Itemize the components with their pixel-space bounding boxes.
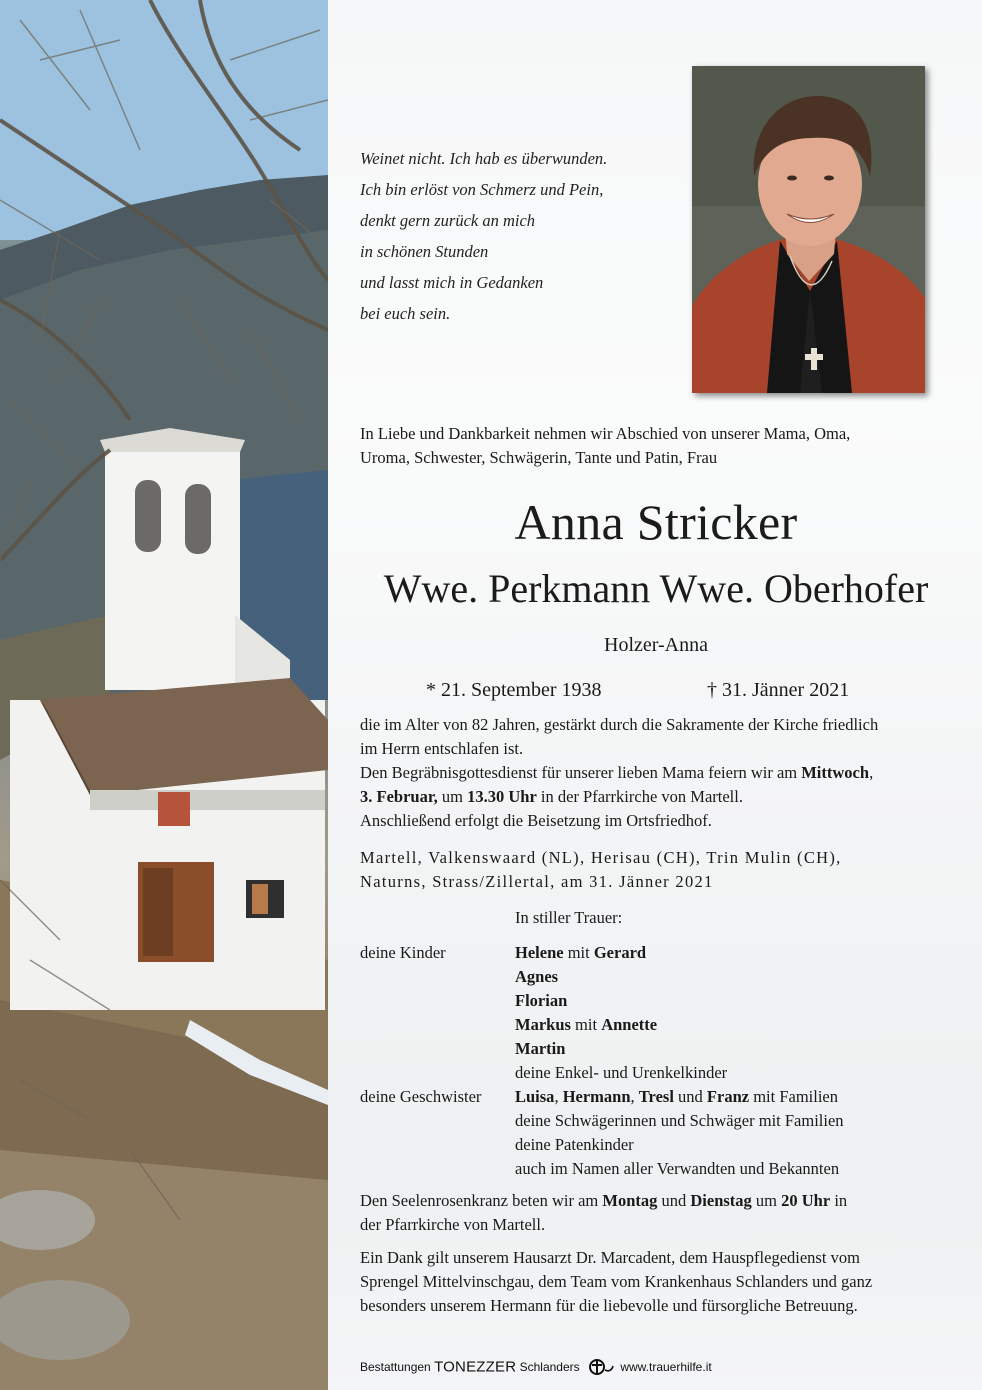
notice-line: 3. Februar, um 13.30 Uhr in der Pfarrkirche von Martell. <box>360 787 743 806</box>
list-item: Luisa, Hermann, Tresl und Franz mit Familien <box>515 1087 838 1106</box>
rosary-text <box>360 1189 950 1237</box>
thanks-line: Ein Dank gilt unserem Hausarzt Dr. Marcadent, dem Hauspflegedienst vom <box>360 1248 860 1267</box>
list-item: deine Patenkinder <box>515 1135 634 1154</box>
funeral-home-brand: TONEZZER <box>434 1358 517 1376</box>
nickname: Holzer-Anna <box>604 634 708 656</box>
poem-line: Ich bin erlöst von Schmerz und Pein, <box>360 180 604 199</box>
thanks-line: Sprengel Mittelvinschgau, dem Team vom Krankenhaus Schlanders und ganz <box>360 1272 873 1291</box>
poem-line: denkt gern zurück an mich <box>360 211 536 230</box>
places-and-date <box>360 846 950 894</box>
children-label: deine Kinder <box>360 943 446 962</box>
list-item: Florian <box>515 991 568 1010</box>
funeral-day: Mittwoch <box>801 763 870 782</box>
list-item: Agnes <box>515 967 559 986</box>
poem-line: in schönen Stunden <box>360 242 489 261</box>
funeral-time: 13.30 Uhr <box>467 787 537 806</box>
birth-date: * 21. September 1938 <box>426 679 602 701</box>
funeral-date: 3. Februar, <box>360 787 438 806</box>
chapel-photo <box>0 0 328 1390</box>
children-list <box>515 941 727 1085</box>
death-date: † 31. Jänner 2021 <box>707 679 850 701</box>
list-item: deine Enkel- und Urenkelkinder <box>515 1063 728 1082</box>
places-line: Naturns, Strass/Zillertal, am 31. Jänner 2021 <box>360 872 714 891</box>
website-link[interactable]: www.trauerhilfe.it <box>620 1360 712 1374</box>
thanks-text <box>360 1246 950 1318</box>
intro-line: In Liebe und Dankbarkeit nehmen wir Abschied von unserer Mama, Oma, <box>360 424 851 443</box>
mourners-heading: In stiller Trauer: <box>515 908 623 927</box>
siblings-label: deine Geschwister <box>360 1087 482 1106</box>
list-item: auch im Namen aller Verwandten und Bekannten <box>515 1159 840 1178</box>
married-names: Wwe. Perkmann Wwe. Oberhofer <box>383 566 929 611</box>
notice-text <box>360 713 950 833</box>
places-line: Martell, Valkenswaard (NL), Herisau (CH), Trin Mulin (CH), <box>360 848 842 867</box>
thanks-line: besonders unserem Hermann für die liebevolle und fürsorgliche Betreuung. <box>360 1296 858 1315</box>
portrait-photo <box>692 66 925 393</box>
trauerhilfe-logo-icon <box>585 1358 615 1376</box>
poem-line: und lasst mich in Gedanken <box>360 273 544 292</box>
notice-line: Den Begräbnisgottesdienst für unserer lieben Mama feiern wir am Mittwoch, <box>360 763 874 782</box>
notice-line: Anschließend erfolgt die Beisetzung im Ortsfriedhof. <box>360 811 712 830</box>
notice-line: im Herrn entschlafen ist. <box>360 739 524 758</box>
poem-line: Weinet nicht. Ich hab es überwunden. <box>360 149 608 168</box>
intro-line: Uroma, Schwester, Schwägerin, Tante und Patin, Frau <box>360 448 718 467</box>
siblings-list <box>515 1085 844 1181</box>
footer <box>360 1358 960 1378</box>
list-item: deine Schwägerinnen und Schwäger mit Familien <box>515 1111 844 1130</box>
list-item: Helene mit Gerard <box>515 943 647 962</box>
intro-text <box>360 422 950 470</box>
funeral-home-town: Schlanders <box>519 1360 580 1374</box>
rosary-line: Den Seelenrosenkranz beten wir am Montag und Dienstag um 20 Uhr in <box>360 1191 848 1210</box>
notice-line: die im Alter von 82 Jahren, gestärkt durch die Sakramente der Kirche friedlich <box>360 715 879 734</box>
list-item: Markus mit Annette <box>515 1015 658 1034</box>
funeral-home-prefix: Bestattungen <box>360 1360 431 1374</box>
deceased-name: Anna Stricker <box>514 494 798 550</box>
poem <box>360 143 660 329</box>
rosary-line: der Pfarrkirche von Martell. <box>360 1215 546 1234</box>
list-item: Martin <box>515 1039 566 1058</box>
poem-line: bei euch sein. <box>360 304 451 323</box>
